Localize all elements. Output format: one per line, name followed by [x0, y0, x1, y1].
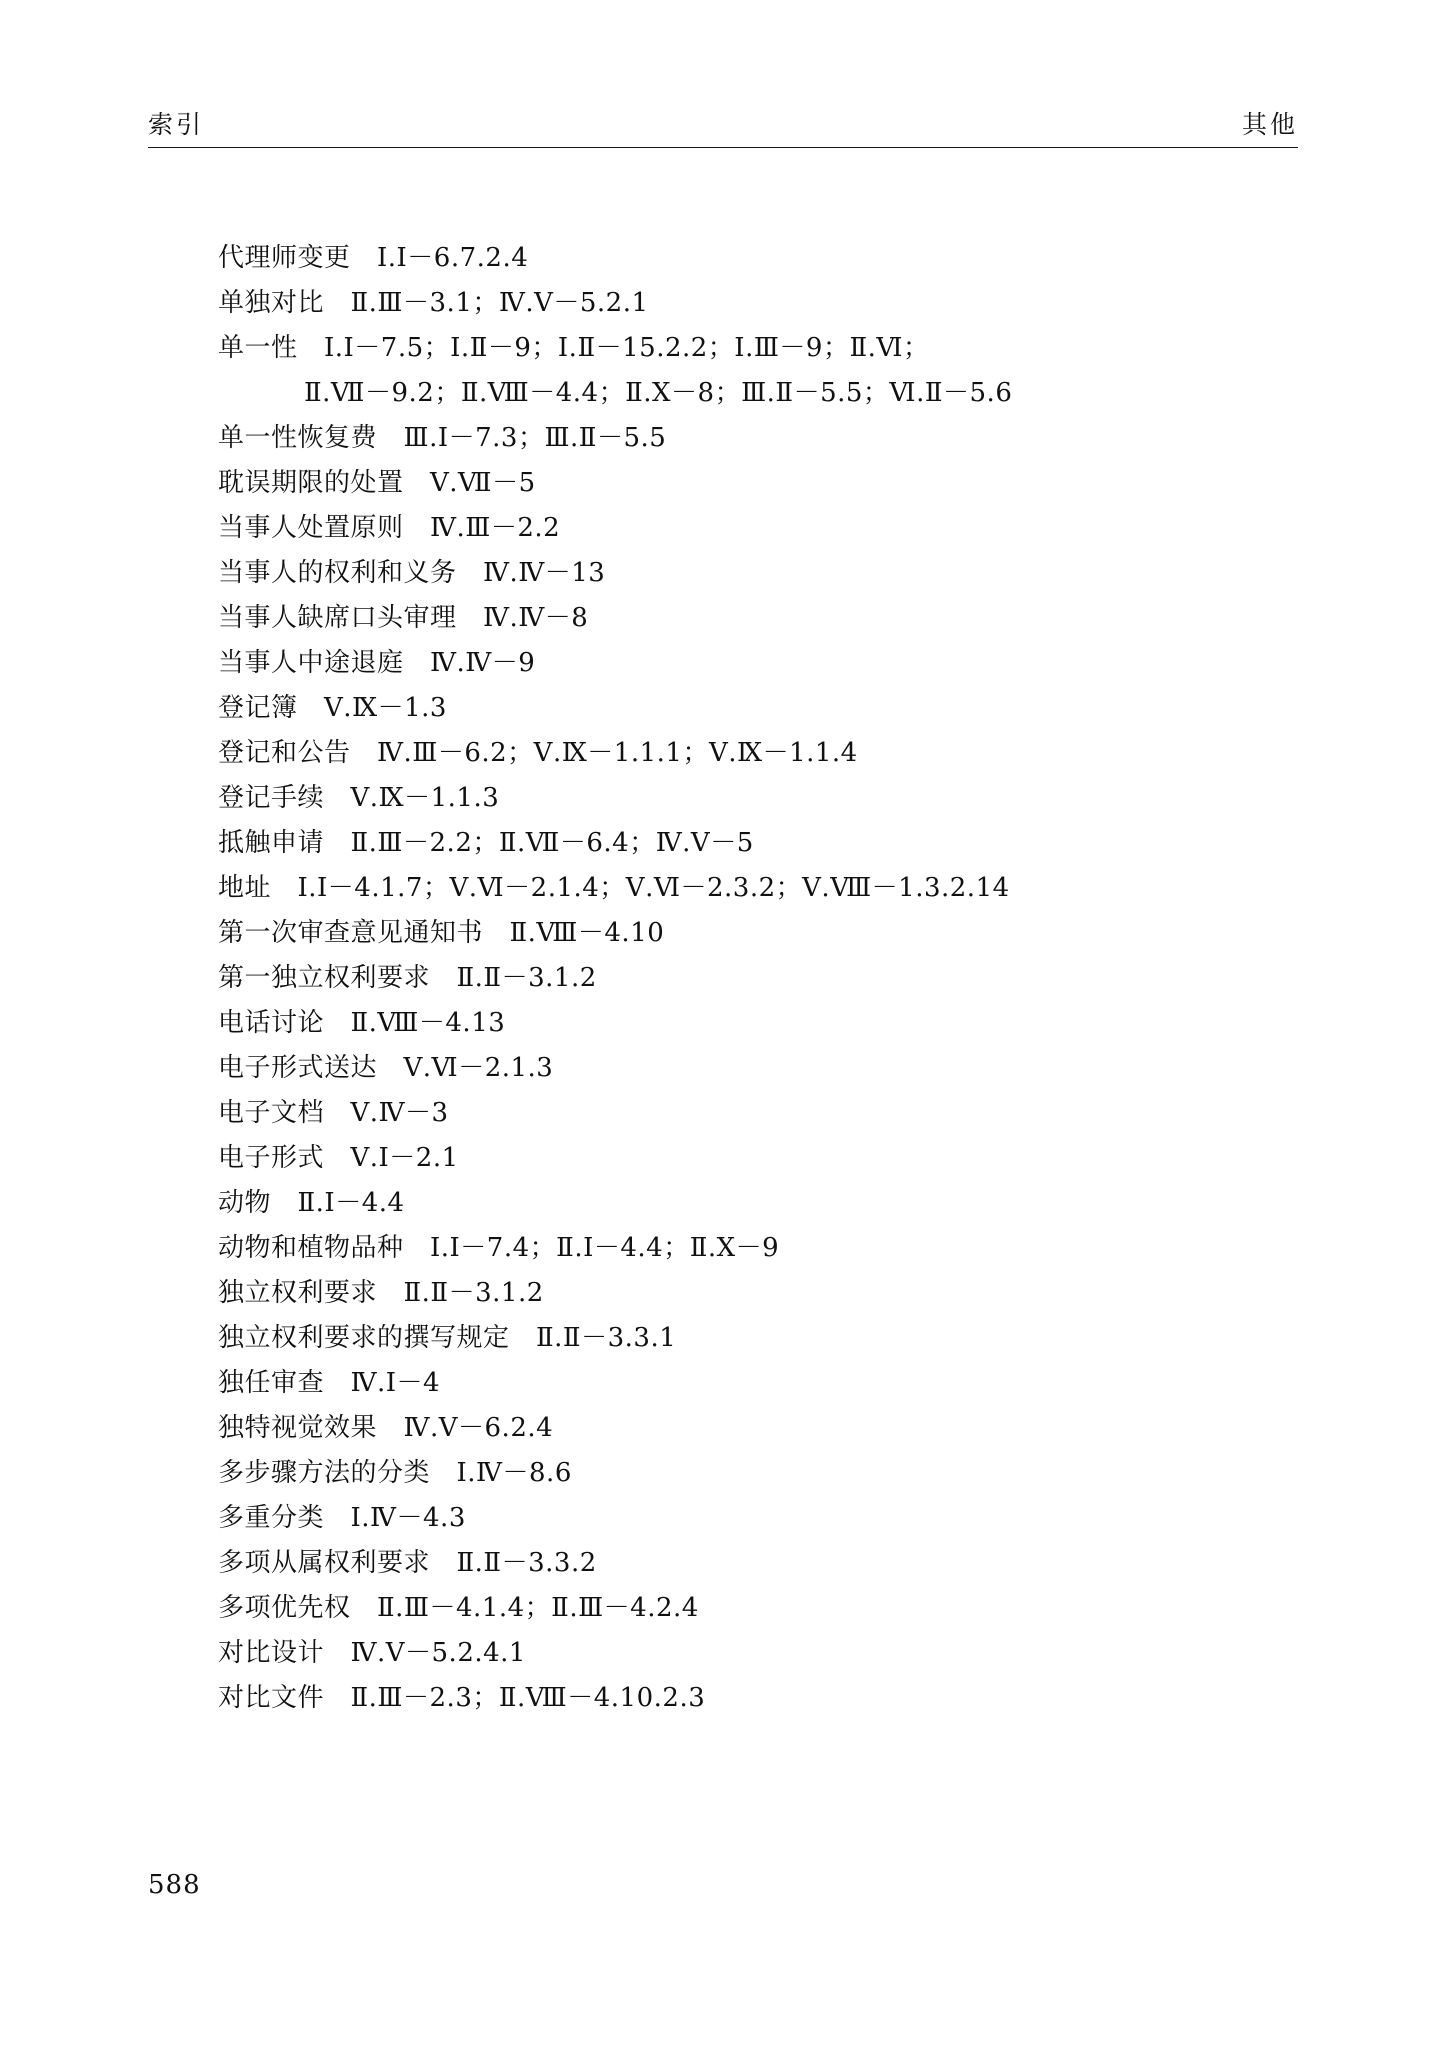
index-entry-line: 多重分类 Ⅰ.Ⅳ－4.3	[218, 1503, 466, 1533]
index-entry	[218, 1676, 1318, 1721]
index-entry-line: 登记和公告 Ⅳ.Ⅲ－6.2；Ⅴ.Ⅸ－1.1.1；Ⅴ.Ⅸ－1.1.4	[218, 738, 858, 768]
index-entry	[218, 1046, 1318, 1091]
index-entry	[218, 956, 1318, 1001]
index-entry-line: 单独对比 Ⅱ.Ⅲ－3.1；Ⅳ.Ⅴ－5.2.1	[218, 288, 649, 318]
index-entry-line: 电子形式送达 Ⅴ.Ⅵ－2.1.3	[218, 1053, 554, 1083]
index-entry	[218, 1361, 1318, 1406]
index-entry	[218, 641, 1318, 686]
index-entry	[218, 1451, 1318, 1496]
index-entry-line: 当事人处置原则 Ⅳ.Ⅲ－2.2	[218, 513, 561, 543]
index-entry-line: 电话讨论 Ⅱ.Ⅷ－4.13	[218, 1008, 506, 1038]
index-entry-line: 代理师变更 Ⅰ.Ⅰ－6.7.2.4	[218, 243, 529, 273]
index-entry-line: 第一次审查意见通知书 Ⅱ.Ⅷ－4.10	[218, 918, 665, 948]
index-entry-line: 独立权利要求的撰写规定 Ⅱ.Ⅱ－3.3.1	[218, 1323, 677, 1353]
index-entry-line: 当事人缺席口头审理 Ⅳ.Ⅳ－8	[218, 603, 589, 633]
index-entry-list	[218, 236, 1318, 1721]
index-entry-line: 动物 Ⅱ.Ⅰ－4.4	[218, 1188, 405, 1218]
index-entry-line: 多项从属权利要求 Ⅱ.Ⅱ－3.3.2	[218, 1548, 597, 1578]
index-entry	[218, 281, 1318, 326]
index-entry-line: 对比文件 Ⅱ.Ⅲ－2.3；Ⅱ.Ⅷ－4.10.2.3	[218, 1683, 706, 1713]
index-entry-line: 当事人中途退庭 Ⅳ.Ⅳ－9	[218, 648, 536, 678]
running-head-left: 索引	[148, 110, 205, 139]
header-rule	[148, 147, 1298, 148]
index-entry	[218, 1316, 1318, 1361]
index-entry-line: 电子形式 Ⅴ.Ⅰ－2.1	[218, 1143, 459, 1173]
index-entry	[218, 326, 1318, 416]
index-entry	[218, 1496, 1318, 1541]
index-entry-line: 独特视觉效果 Ⅳ.Ⅴ－6.2.4	[218, 1413, 554, 1443]
index-entry-continuation: Ⅱ.Ⅶ－9.2；Ⅱ.Ⅷ－4.4；Ⅱ.Ⅹ－8；Ⅲ.Ⅱ－5.5；Ⅵ.Ⅱ－5.6	[304, 378, 1013, 408]
index-entry	[218, 596, 1318, 641]
index-entry	[218, 686, 1318, 731]
index-entry-line: 单一性 Ⅰ.Ⅰ－7.5；Ⅰ.Ⅱ－9；Ⅰ.Ⅱ－15.2.2；Ⅰ.Ⅲ－9；Ⅱ.Ⅵ；	[218, 333, 930, 363]
index-entry	[218, 1181, 1318, 1226]
index-entry	[218, 776, 1318, 821]
index-entry	[218, 1091, 1318, 1136]
index-entry	[218, 1271, 1318, 1316]
running-head-right: 其他	[1241, 110, 1298, 139]
index-entry-line: 独任审查 Ⅳ.Ⅰ－4	[218, 1368, 441, 1398]
index-entry-line: 登记手续 Ⅴ.Ⅸ－1.1.3	[218, 783, 500, 813]
index-entry	[218, 1541, 1318, 1586]
index-entry	[218, 1001, 1318, 1046]
index-entry-line: 独立权利要求 Ⅱ.Ⅱ－3.1.2	[218, 1278, 544, 1308]
index-entry	[218, 551, 1318, 596]
index-entry	[218, 866, 1318, 911]
index-entry-line: 当事人的权利和义务 Ⅳ.Ⅳ－13	[218, 558, 606, 588]
index-entry	[218, 1586, 1318, 1631]
index-entry-line: 电子文档 Ⅴ.Ⅳ－3	[218, 1098, 449, 1128]
index-entry-line: 耽误期限的处置 Ⅴ.Ⅶ－5	[218, 468, 536, 498]
index-entry-line: 第一独立权利要求 Ⅱ.Ⅱ－3.1.2	[218, 963, 597, 993]
index-entry	[218, 416, 1318, 461]
index-entry-line: 地址 Ⅰ.Ⅰ－4.1.7；Ⅴ.Ⅵ－2.1.4；Ⅴ.Ⅵ－2.3.2；Ⅴ.Ⅷ－1.3.2.14	[218, 873, 1010, 903]
index-entry	[218, 731, 1318, 776]
page-number: 588	[148, 1870, 201, 1900]
index-entry	[218, 461, 1318, 506]
index-entry-line: 动物和植物品种 Ⅰ.Ⅰ－7.4；Ⅱ.Ⅰ－4.4；Ⅱ.Ⅹ－9	[218, 1233, 780, 1263]
index-entry	[218, 236, 1318, 281]
index-entry-line: 登记簿 Ⅴ.Ⅸ－1.3	[218, 693, 447, 723]
index-entry-line: 对比设计 Ⅳ.Ⅴ－5.2.4.1	[218, 1638, 526, 1668]
index-entry	[218, 1631, 1318, 1676]
index-entry-line: 多步骤方法的分类 Ⅰ.Ⅳ－8.6	[218, 1458, 572, 1488]
index-entry	[218, 1226, 1318, 1271]
index-entry	[218, 1136, 1318, 1181]
index-entry-line: 抵触申请 Ⅱ.Ⅲ－2.2；Ⅱ.Ⅶ－6.4；Ⅳ.Ⅴ－5	[218, 828, 754, 858]
index-entry-line: 多项优先权 Ⅱ.Ⅲ－4.1.4；Ⅱ.Ⅲ－4.2.4	[218, 1593, 699, 1623]
index-entry	[218, 1406, 1318, 1451]
index-entry	[218, 821, 1318, 866]
index-entry	[218, 506, 1318, 551]
index-entry-line: 单一性恢复费 Ⅲ.Ⅰ－7.3；Ⅲ.Ⅱ－5.5	[218, 423, 667, 453]
running-head	[148, 105, 1298, 153]
index-entry	[218, 911, 1318, 956]
